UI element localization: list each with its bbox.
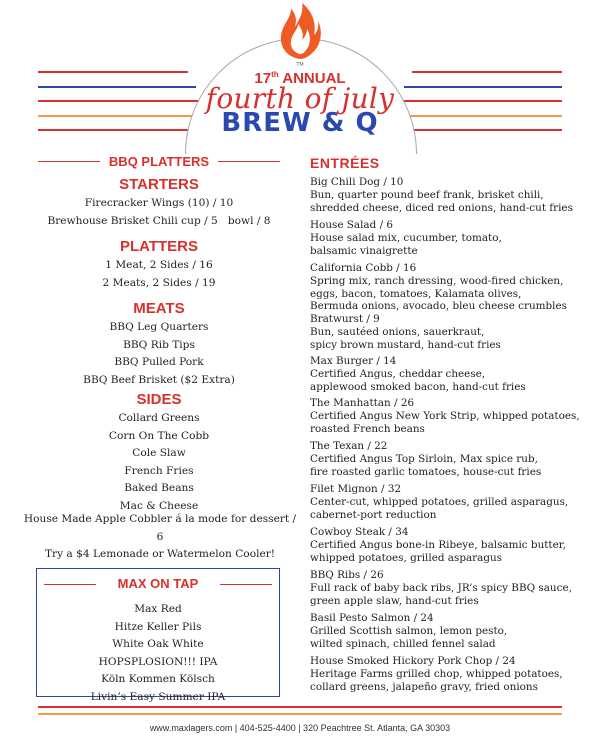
entree-desc: applewood smoked bacon, hand-cut fries xyxy=(310,380,526,393)
footer-stripe xyxy=(38,706,562,708)
menu-item: BBQ Rib Tips xyxy=(123,338,195,351)
header-stripe xyxy=(38,86,196,88)
entree-desc: Grilled Scottish salmon, lemon pesto, xyxy=(310,624,508,637)
entree-desc: Heritage Farms grilled chop, whipped potatoes, xyxy=(310,667,563,680)
entree-name: Filet Mignon / 32 xyxy=(310,483,402,495)
menu-item: 1 Meat, 2 Sides / 16 xyxy=(105,259,213,271)
footer-stripe xyxy=(38,713,562,715)
header-stripe xyxy=(38,71,188,73)
beer-item: White Oak White xyxy=(112,638,204,650)
menu-item: BBQ Pulled Pork xyxy=(114,356,204,368)
entree-item xyxy=(310,355,585,393)
meats-section xyxy=(38,300,280,389)
entree-desc: collard greens, jalapeño gravy, fried onions xyxy=(310,680,538,693)
entrees-title: ENTRÉES xyxy=(310,155,380,171)
entree-desc: shredded cheese, diced red onions, hand-cut fries xyxy=(310,201,573,214)
platters-section xyxy=(38,238,280,292)
menu-item: BBQ Leg Quarters xyxy=(109,321,209,333)
header-stripe xyxy=(404,86,562,88)
beer-item: Köln Kommen Kölsch xyxy=(101,673,215,685)
platters-title: PLATTERS xyxy=(119,238,199,255)
annual-label: 17th ANNUAL xyxy=(254,70,346,87)
trademark-mark: TM xyxy=(296,62,304,68)
entree-name: The Manhattan / 26 xyxy=(310,397,415,409)
tap-list xyxy=(36,601,280,706)
entree-name: Bratwurst / 9 xyxy=(310,313,380,325)
menu-item: Firecracker Wings (10) / 10 xyxy=(84,197,234,209)
menu-item: Brewhouse Brisket Chili cup / 5 bowl / 8 xyxy=(47,214,271,227)
beer-item: HOPSPLOSION!!! IPA xyxy=(98,655,218,668)
entree-item xyxy=(310,440,585,478)
entree-desc: Bermuda onions, avocado, bleu cheese crumbles xyxy=(310,300,567,313)
beer-item: Livin’s Easy Summer IPA xyxy=(90,690,226,703)
header-stripe xyxy=(38,100,204,102)
entree-name: The Texan / 22 xyxy=(310,440,388,452)
sides-title: SIDES xyxy=(136,391,182,408)
max-on-tap-heading: MAX ON TAP xyxy=(36,576,280,592)
flame-logo-icon xyxy=(277,2,323,60)
entree-desc: Certified Angus, cheddar cheese, xyxy=(310,367,486,380)
entree-item xyxy=(310,397,585,435)
menu-item: 2 Meats, 2 Sides / 19 xyxy=(102,276,216,289)
entree-desc: whipped potatoes, grilled asparagus xyxy=(310,551,503,564)
entree-desc: Bun, quarter pound beef frank, brisket chili, xyxy=(310,188,544,201)
dessert-notes xyxy=(22,511,298,564)
menu-item: Baked Beans xyxy=(124,482,194,494)
entree-name: Max Burger / 14 xyxy=(310,355,397,367)
entree-desc: eggs, bacon, tomatoes, Kalamata olives, xyxy=(310,287,522,300)
menu-item: French Fries xyxy=(124,464,194,477)
entree-desc: balsamic vinaigrette xyxy=(310,244,418,257)
starters-section xyxy=(38,176,280,230)
menu-item: Corn On The Cobb xyxy=(108,429,210,442)
dessert-note: House Made Apple Cobbler á la mode for dessert / 6 xyxy=(23,513,297,543)
entree-item xyxy=(310,313,585,351)
entree-name: House Salad / 6 xyxy=(310,219,393,231)
entree-desc: spicy brown mustard, hand-cut fries xyxy=(310,338,501,351)
header-stripe xyxy=(412,71,562,73)
entree-name: California Cobb / 16 xyxy=(310,262,417,274)
entree-item xyxy=(310,176,585,214)
menu-item: Mac & Cheese xyxy=(119,499,199,512)
entree-item xyxy=(310,483,585,521)
entree-desc: House salad mix, cucumber, tomato, xyxy=(310,231,502,244)
entree-name: Basil Pesto Salmon / 24 xyxy=(310,612,434,624)
entree-item xyxy=(310,612,585,650)
entree-item xyxy=(310,526,585,564)
footer-contact: www.maxlagers.com | 404-525-4400 | 320 Peachtree St. Atlanta, GA 30303 xyxy=(149,723,451,733)
entree-desc: Center-cut, whipped potatoes, grilled asparagus, xyxy=(310,495,569,508)
starters-title: STARTERS xyxy=(119,176,199,193)
event-title: BREW & Q xyxy=(221,108,379,138)
entree-name: House Smoked Hickory Pork Chop / 24 xyxy=(310,655,516,667)
entree-desc: wilted spinach, chilled fennel salad xyxy=(310,637,496,650)
entree-item xyxy=(310,569,585,607)
entree-desc: Full rack of baby back ribs, JR’s spicy BBQ sauce, xyxy=(310,581,572,594)
sides-section xyxy=(38,391,280,515)
entree-desc: Certified Angus bone-in Ribeye, balsamic butter, xyxy=(310,538,566,551)
entree-item xyxy=(310,219,585,257)
entree-desc: cabernet-port reduction xyxy=(310,508,437,521)
entree-name: Big Chili Dog / 10 xyxy=(310,176,404,188)
entree-desc: green apple slaw, hand-cut fries xyxy=(310,594,479,607)
entree-item xyxy=(310,262,585,313)
beer-item: Hitze Keller Pils xyxy=(114,620,202,633)
drink-note: Try a $4 Lemonade or Watermelon Cooler! xyxy=(44,548,276,560)
entree-desc: roasted French beans xyxy=(310,422,425,435)
entree-item xyxy=(310,655,585,693)
entree-name: BBQ Ribs / 26 xyxy=(310,569,384,581)
meats-title: MEATS xyxy=(133,300,185,317)
bbq-platters-heading: BBQ PLATTERS xyxy=(38,154,280,170)
entree-desc: Certified Angus New York Strip, whipped potatoes, xyxy=(310,409,580,422)
event-title-script: fourth of july xyxy=(205,82,395,115)
beer-item: Max Red xyxy=(134,603,182,615)
entree-name: Cowboy Steak / 34 xyxy=(310,526,409,538)
entree-desc: Spring mix, ranch dressing, wood-fired chicken, xyxy=(310,274,564,287)
header-stripe xyxy=(396,100,562,102)
menu-item: Collard Greens xyxy=(118,412,200,424)
menu-item: Cole Slaw xyxy=(132,447,186,459)
entree-desc: Certified Angus Top Sirloin, Max spice rub, xyxy=(310,452,538,465)
menu-item: BBQ Beef Brisket ($2 Extra) xyxy=(83,373,235,386)
entree-desc: fire roasted garlic tomatoes, house-cut fries xyxy=(310,465,542,478)
entree-desc: Bun, sautéed onions, sauerkraut, xyxy=(310,325,485,338)
